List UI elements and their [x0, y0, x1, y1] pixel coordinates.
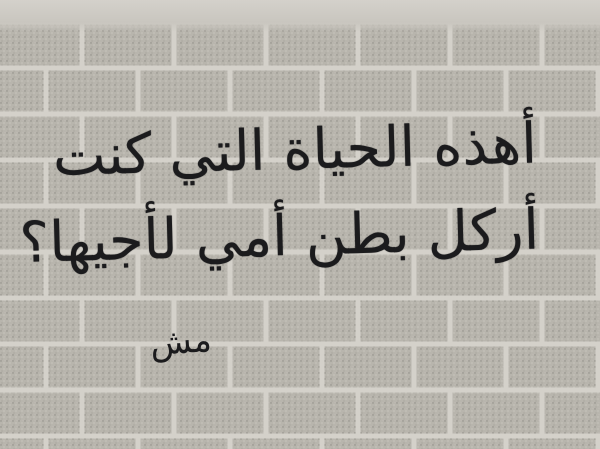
cinder-block — [0, 301, 80, 342]
cinder-block — [0, 439, 44, 449]
cinder-block — [509, 439, 596, 449]
cinder-block — [325, 439, 412, 449]
cinder-block — [453, 393, 540, 434]
cinder-block — [49, 439, 136, 449]
cinder-block — [177, 393, 264, 434]
cinder-block — [85, 393, 172, 434]
cinder-block — [361, 301, 448, 342]
cinder-block — [0, 393, 80, 434]
cinder-block — [325, 347, 412, 388]
cinder-block — [0, 71, 44, 112]
cinder-block — [509, 347, 596, 388]
cinder-block — [545, 393, 600, 434]
cinder-block — [49, 347, 136, 388]
cinder-block — [49, 71, 136, 112]
cinder-block — [361, 393, 448, 434]
cinder-block — [545, 209, 600, 250]
cinder-block — [233, 71, 320, 112]
cinder-block — [453, 301, 540, 342]
painted-top-strip — [0, 0, 600, 32]
cinder-block — [417, 439, 504, 449]
graffiti-signature: مش — [148, 319, 213, 365]
cinder-block — [269, 301, 356, 342]
graffiti-line-1: أهذه الحياة التي كنت — [52, 111, 538, 190]
cinder-block — [545, 117, 600, 158]
cinder-block — [233, 347, 320, 388]
cinder-block — [0, 347, 44, 388]
graffiti-text — [18, 101, 540, 286]
graffiti-line-2: أركل بطن أمي لأجيها؟ — [18, 197, 540, 277]
cinder-block — [417, 347, 504, 388]
cinder-block — [141, 439, 228, 449]
cinder-block — [233, 439, 320, 449]
cinder-block — [141, 71, 228, 112]
cinder-block — [269, 393, 356, 434]
cinder-block — [545, 301, 600, 342]
